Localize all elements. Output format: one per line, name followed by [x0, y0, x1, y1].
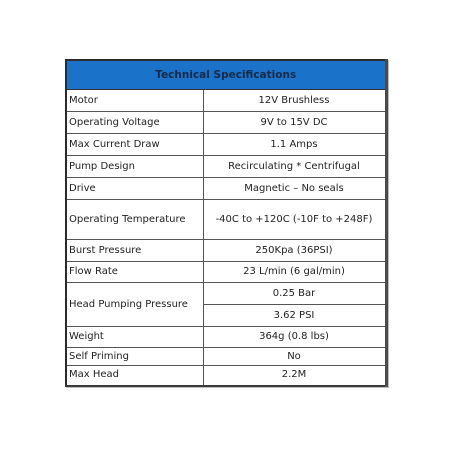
table-row	[66, 348, 386, 366]
row-label: Flow Rate	[66, 262, 203, 283]
row-label: Operating Temperature	[66, 200, 203, 240]
table-row	[66, 283, 386, 327]
row-label: Weight	[66, 327, 203, 348]
table-row	[66, 90, 386, 112]
spec-table	[65, 59, 388, 387]
row-label: Max Current Draw	[66, 134, 203, 156]
row-label: Drive	[66, 178, 203, 200]
row-value: 364g (0.8 lbs)	[203, 327, 386, 348]
table-row	[66, 178, 386, 200]
table-title: Technical Specifications	[66, 60, 386, 90]
row-label: Head Pumping Pressure	[66, 283, 203, 327]
table-row	[66, 134, 386, 156]
row-label: Burst Pressure	[66, 240, 203, 262]
row-value: 12V Brushless	[203, 90, 386, 112]
table-row	[66, 366, 386, 386]
table-row	[66, 262, 386, 283]
row-value: 23 L/min (6 gal/min)	[203, 262, 386, 283]
row-value: 250Kpa (36PSI)	[203, 240, 386, 262]
row-label: Motor	[66, 90, 203, 112]
table-row	[66, 240, 386, 262]
row-value: Recirculating * Centrifugal	[203, 156, 386, 178]
row-value: No	[203, 348, 386, 366]
row-label: Max Head	[66, 366, 203, 386]
row-value: 1.1 Amps	[203, 134, 386, 156]
row-value: -40C to +120C (-10F to +248F)	[203, 200, 386, 240]
row-label: Pump Design	[66, 156, 203, 178]
header-row	[66, 60, 386, 90]
table-row	[66, 200, 386, 240]
row-label: Operating Voltage	[66, 112, 203, 134]
table-row	[66, 327, 386, 348]
row-value: 0.25 Bar	[204, 283, 385, 305]
row-label: Self Priming	[66, 348, 203, 366]
row-value: 9V to 15V DC	[203, 112, 386, 134]
row-value: 3.62 PSI	[273, 310, 315, 321]
row-value-multi	[203, 283, 386, 327]
row-value: Magnetic – No seals	[203, 178, 386, 200]
row-value: 2.2M	[281, 369, 307, 381]
table-row	[66, 112, 386, 134]
table-row	[66, 156, 386, 178]
